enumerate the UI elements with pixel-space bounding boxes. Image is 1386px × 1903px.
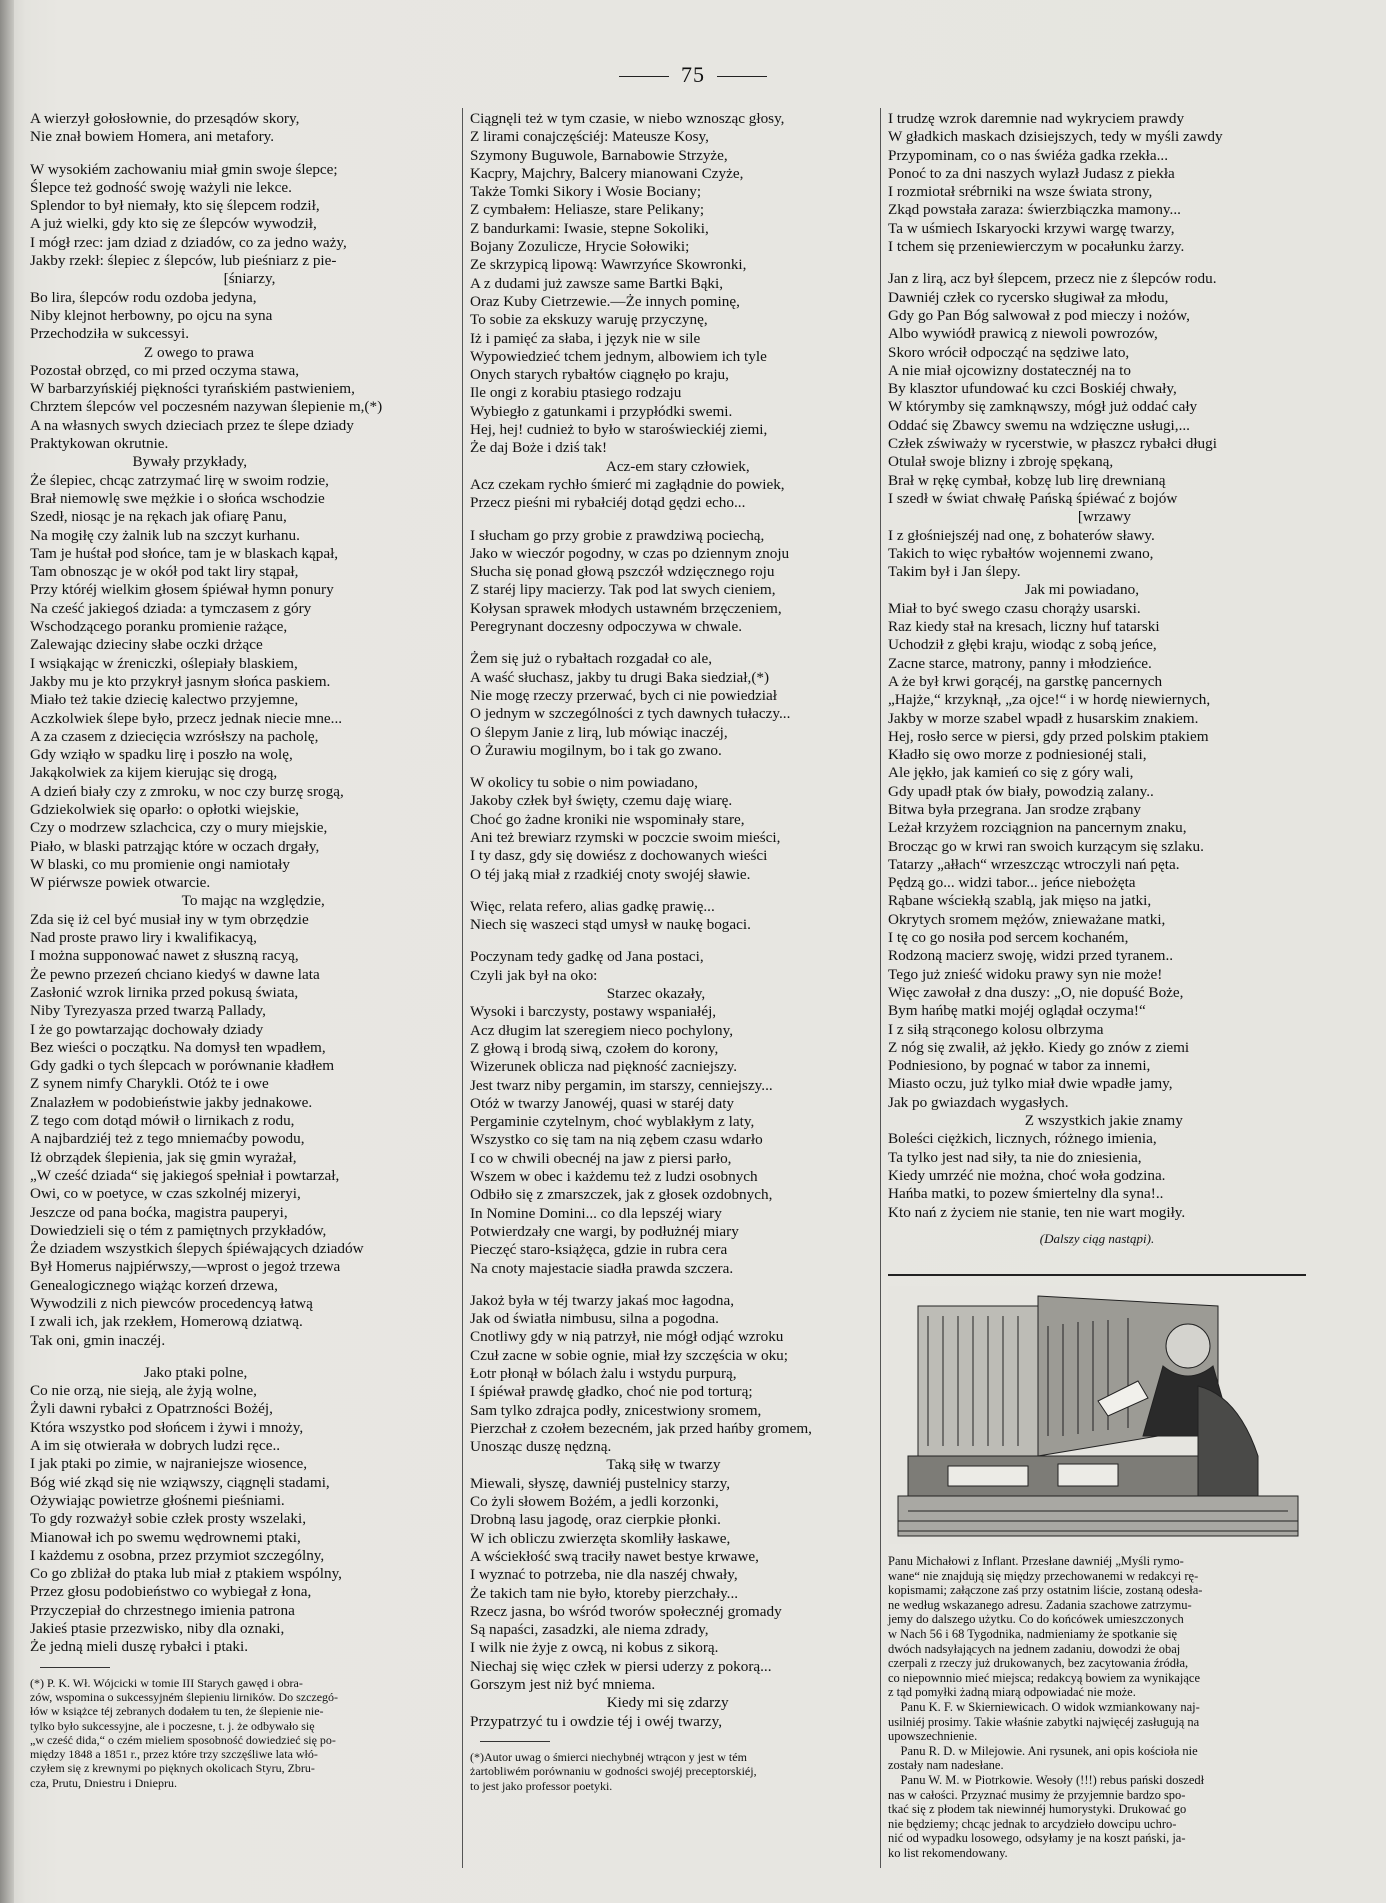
verse-line: Z wszystkich jakie znamy xyxy=(888,1112,1183,1130)
verse-line: Kto nań z życiem nie stanie, ten nie wart mogiły. xyxy=(888,1203,1186,1221)
verse-line: Wszystko co się tam na nią zębem czasu wdarło xyxy=(470,1131,763,1149)
verse-line: Że pewno przezeń chciano kiedyś w dawne lata xyxy=(30,965,320,983)
notice-line: upowszechnienie. xyxy=(888,1729,978,1744)
verse-line: Skoro wrócił odpocząć na sędziwe lato, xyxy=(888,343,1130,361)
verse-line: Cnotliwy gdy w nią patrzył, nie mógł odjąć wzroku xyxy=(470,1328,784,1346)
verse-line: To sobie za ekskuzy waruję przyczynę, xyxy=(470,311,708,329)
verse-line: I słucham go przy grobie z prawdziwą pociechą, xyxy=(470,526,765,544)
verse-line: Starzec okazały, xyxy=(470,985,706,1003)
notice-line: nić od wypadku losowego, odsyłamy je na koszt pański, ja- xyxy=(888,1831,1186,1846)
verse-line: Hańba matki, to pozew śmiertelny dla syna!.. xyxy=(888,1185,1164,1203)
verse-line: Brocząc go w krwi ran swoich kurzącym się szlaku. xyxy=(888,837,1204,855)
verse-line: Jakby mu je kto przykrył jasnym słońca paskiem. xyxy=(30,672,331,690)
verse-line: Rzecz jasna, bo wśród tworów społecznéj gromady xyxy=(470,1602,782,1620)
verse-line: Z tego com dotąd mówił o lirnikach z rodu, xyxy=(30,1112,295,1130)
verse-line: Wybiegło z gatunkami i przypłódki swemi. xyxy=(470,402,733,420)
verse-line: Ta w uśmiech Iskaryocki krzywi wargę twarzy, xyxy=(888,219,1175,237)
verse-line: A nie miał ojcowizny dostatecznéj na to xyxy=(888,361,1131,379)
notice-line: nie będziemy; chcąc jednak to arcydzieło dowcipu uchro- xyxy=(888,1816,1177,1831)
stanza-gap xyxy=(470,934,870,948)
verse-line: Niby Tyrezyasza przed twarzą Pallady, xyxy=(30,1002,266,1020)
verse-line: Bojany Zozulicze, Hrycie Sołowiki; xyxy=(470,238,690,256)
verse-line: Wysoki i barczysty, postawy wspaniałéj, xyxy=(470,1003,717,1021)
verse-line: Na mogiłę czy żalnik lub na szczyt kurhanu. xyxy=(30,526,300,544)
verse-line: Owi, co w poetyce, w czas szkolnéj mizeryi, xyxy=(30,1185,301,1203)
verse-line: Zda się iż cel być musiał iny w tym obrzędzie xyxy=(30,910,309,928)
footnote-line: to jest jako professor poetyki. xyxy=(470,1778,613,1793)
verse-line: Takim był i Jan ślepy. xyxy=(888,563,1021,581)
verse-line: Splendor to był niemały, kto się ślepcem rodził, xyxy=(30,197,320,215)
verse-line: I szedł w świat chwałę Pańską śpiéwać z bojów xyxy=(888,489,1178,507)
footnote-rule-2 xyxy=(480,1741,550,1742)
verse-line: I rozmiotał srébrniki na wsze świata strony, xyxy=(888,183,1153,201)
notice-line: co niepownnio mieć miejsca; redakcyą bowiem za wynikające xyxy=(888,1670,1201,1685)
verse-line: Bywały przykłady, xyxy=(30,453,248,471)
footnote-line: (*) P. K. Wł. Wójcicki w tomie III Starych gawęd i obra- xyxy=(30,1675,303,1690)
verse-line: Pergaminie czytelnym, choć wyblakłym z laty, xyxy=(470,1113,755,1131)
verse-line: Więc zawołał z dna duszy: „O, nie dopuść Boże, xyxy=(888,983,1184,1001)
verse-line: Tatarzy „ałłach“ wrzeszcząc wtroczyli nań pęta. xyxy=(888,855,1180,873)
verse-line: Która wszystko pod słońcem i żywi i mnoży, xyxy=(30,1418,304,1436)
verse-line: Przypatrzyć tu i owdzie téj i owéj twarzy, xyxy=(470,1712,723,1730)
verse-line: Poczynam tedy gadkę od Jana postaci, xyxy=(470,948,704,966)
verse-line: Miewali, słyszę, dawniéj pustelnicy starzy, xyxy=(470,1474,731,1492)
verse-line: Genealogicznego wiążąc korzeń drzewa, xyxy=(30,1276,278,1294)
stanza-gap xyxy=(470,636,870,650)
verse-line: Sam tylko zdrajca podły, znicestwiony sromem, xyxy=(470,1401,762,1419)
header-rule-left xyxy=(619,76,669,77)
verse-line: Jakoby człek był święty, czemu daję wiarę. xyxy=(470,792,733,810)
verse-line: Co go zbliżał do ptaka lub miał z ptakiem wspólny, xyxy=(30,1565,342,1583)
verse-line: Czy o modrzew szlachcica, czy o mury miejskie, xyxy=(30,819,328,837)
verse-line: W okolicy tu sobie o nim powiadano, xyxy=(470,774,698,792)
verse-line: A na własnych swych dzieciach przez te ślepe dziady xyxy=(30,416,354,434)
verse-line: Był Homerus najpiérwszy,—wprost o jegoż trzewa xyxy=(30,1258,341,1276)
verse-line: Bo lira, ślepców rodu ozdoba jedyna, xyxy=(30,288,257,306)
notice-line: czerpali z rzeczy już drukowanych, bez zacytowania źródła, xyxy=(888,1656,1189,1671)
verse-line: To gdy rozważył sobie człek prosty wszelaki, xyxy=(30,1510,307,1528)
verse-line: Słucha się ponad głową pszczół wdzięcznego roju xyxy=(470,563,775,581)
verse-line: Przecz pieśni mi rybałciéj dotąd gędzi echo... xyxy=(470,494,746,512)
verse-line: Z cymbałem: Heliasze, stare Pelikany; xyxy=(470,201,705,219)
verse-line: Bitwa była przegrana. Jan srodze zrąbany xyxy=(888,800,1142,818)
verse-line: Że daj Boże i dziś tak! xyxy=(470,439,608,457)
verse-line: O téj jaką miał z rzadkiéj cnoty swojéj sławie. xyxy=(470,865,751,883)
column-2 xyxy=(470,110,870,1793)
verse-line: Czuł zacne w sobie ognie, miał łzy szczęścia w oku; xyxy=(470,1346,788,1364)
verse-line: Piało, w blaski patrząjąc które w oczach drgały, xyxy=(30,837,320,855)
verse-line: I tchem się przeniewierczym w pocałunku żarzy. xyxy=(888,238,1185,256)
verse-line: Żem się już o rybałtach rozgadał co ale, xyxy=(470,650,713,668)
verse-line: Dawniéj człek co rycersko sługiwał za młodu, xyxy=(888,288,1169,306)
verse-line: By klasztor ufundować ku czci Boskiéj chwały, xyxy=(888,380,1177,398)
verse-line: Mianował ich po swemu wędrownemi ptaki, xyxy=(30,1528,301,1546)
footnote-line: „w cześć dida,“ o czém mieliem sposobność dowiedzieć się po- xyxy=(30,1732,336,1747)
verse-line: Ponoć to za dni naszych wylazł Judasz z piekła xyxy=(888,164,1175,182)
verse-line: Ale jękło, jak kamień co się z góry wali, xyxy=(888,764,1134,782)
verse-line: [śniarzy, xyxy=(30,270,276,288)
footnote-line: (*)Autor uwag o śmierci niechybnéj wtrącon y jest w tém xyxy=(470,1749,747,1764)
verse-line: Z lirami conajczęściéj: Mateusze Kosy, xyxy=(470,128,709,146)
verse-line: Takich to więc rybałtów wojennemi zwano, xyxy=(888,544,1154,562)
verse-line: I z siłą strąconego kolosu olbrzyma xyxy=(888,1020,1104,1038)
verse-line: Przechodziła w sukcessyi. xyxy=(30,325,190,343)
verse-line: A waść słuchasz, jakby tu drugi Baka siedział,(*) xyxy=(470,668,770,686)
verse-line: Gdy wziąło w spadku lirę i poszło na wolę, xyxy=(30,746,293,764)
verse-line: Acz czekam rychło śmierć mi zagłądnie do powiek, xyxy=(470,475,785,493)
verse-line: Gdziekolwiek się oparło: o opłotki wiejskie, xyxy=(30,800,300,818)
verse-line: A wierzył gołosłownie, do przesądów skory, xyxy=(30,110,300,127)
footnote-rule-1 xyxy=(40,1667,110,1668)
verse-line: Jan z lirą, acz był ślepcem, przecz nie z ślepców rodu. xyxy=(888,270,1217,288)
verse-line: A dzień biały czy z zmroku, w noc czy burzę srogą, xyxy=(30,782,344,800)
verse-line: Pędzą go... widzi tabor... jeńce niebożęta xyxy=(888,874,1136,892)
verse-line: I każdemu z osobna, przez przymiot szczególny, xyxy=(30,1546,325,1564)
verse-line: Miasto oczu, już tylko miał dwie wpadłe jamy, xyxy=(888,1075,1173,1093)
footnote-line: łów w książce téj zebranych dodałem tu ten, że ślepienie nie- xyxy=(30,1704,324,1719)
verse-line: Choć go żadne kroniki nie wspominały stare, xyxy=(470,810,745,828)
notice-line: ko list rekomendowany. xyxy=(888,1845,1008,1860)
verse-line: To mając na względzie, xyxy=(30,892,325,910)
verse-line: Żyli dawni rybałci z Opatrzności Bożéj, xyxy=(30,1400,273,1418)
verse-line: Że takich tam nie było, ktoreby pierzchały... xyxy=(470,1584,739,1602)
notice-line: jemy do dalszego użytku. Co do końcówek umieszczonych xyxy=(888,1612,1184,1627)
verse-line: I tę co go nosiła pod sercem kochaném, xyxy=(888,929,1129,947)
footnote-line: żartobliwém porównaniu w godności swojéj preceptorskiéj, xyxy=(470,1764,757,1779)
verse-line: Boleści ciężkich, licznych, różnego imienia, xyxy=(888,1130,1157,1148)
verse-line: I że go powtarzając dochowały dziady xyxy=(30,1020,264,1038)
verse-line: Otóż w twarzy Janowéj, quasi w staréj daty xyxy=(470,1094,735,1112)
editorial-notices xyxy=(888,1554,1306,1860)
verse-line: Zacne starce, matrony, panny i młodzieńce. xyxy=(888,654,1152,672)
verse-line: Ta tylko jest nad siły, ta nie do zniesienia, xyxy=(888,1148,1142,1166)
verse-line: I mógł rzec: jam dziad z dziadów, co za jedno waży, xyxy=(30,233,347,251)
verse-line: A z dudami już zawsze same Bartki Bąki, xyxy=(470,274,724,292)
notice-line: kopismami; załączone zaś przy ostatnim liście, zostaną odesła- xyxy=(888,1583,1203,1598)
stanza-gap xyxy=(470,1278,870,1292)
verse-line: Rodzoną macierz swoję, widzi przed tyranem.. xyxy=(888,947,1174,965)
verse-line: Zkąd powstała zaraza: świerzbiączka mamony... xyxy=(888,201,1181,219)
verse-line: I ty dasz, gdy się dowiész z dochowanych wieści xyxy=(470,847,768,865)
scan-edge xyxy=(0,0,14,1903)
verse-line: Aczkolwiek ślepe było, przecz jednak niecie mne... xyxy=(30,709,343,727)
verse-line: Drobną lasu jagodę, oraz cierpkie płonki. xyxy=(470,1511,721,1529)
verse-line: W barbarzyńskiéj piękności tyrańskiém pastwieniem, xyxy=(30,380,355,398)
verse-line: Jakby w morze szabel wpadł z husarskim znakiem. xyxy=(888,709,1199,727)
verse-line: Bym hańbę matki mojéj oglądał oczyma!“ xyxy=(888,1002,1146,1020)
verse-line: Przypominam, co o nas świéża gadka rzekła... xyxy=(888,146,1169,164)
verse-line: Kiedy mi się zdarzy xyxy=(470,1694,729,1712)
verse-line: I zwali ich, jak rzekłem, Homerową dziatwą. xyxy=(30,1313,303,1331)
section-rule xyxy=(888,1274,1306,1276)
verse-line: Że dziadem wszystkich ślepych śpiéwających dziadów xyxy=(30,1240,364,1258)
verse-line: Ile ongi z korabiu ptasiego rodzaju xyxy=(470,384,682,402)
verse-line: Oddać się Zbawcy swemu na wdzięczne usługi,... xyxy=(888,416,1190,434)
verse-line: Człek zświważy w rycerstwie, w płaszcz rybałci długi xyxy=(888,435,1217,453)
verse-line: Pieczęć staro-książęca, gdzie in rubra cera xyxy=(470,1241,728,1259)
header-rule-right xyxy=(717,76,767,77)
verse-line: W wysokiém zachowaniu miał gmin swoje ślepce; xyxy=(30,160,338,178)
verse-line: Tam obnosząc je w okół pod takt liry stąpał, xyxy=(30,563,299,581)
verse-line: Niech się waszeci stąd umysł w naukę bogaci. xyxy=(470,916,751,934)
verse-line: Raz kiedy stał na kresach, liczny huf tatarski xyxy=(888,618,1160,636)
notice-line: tkać się z płodem tak niewinnéj humorystyki. Drukować go xyxy=(888,1802,1187,1817)
verse-line: Niechaj się więc człek w piersi uderzy z pokorą... xyxy=(470,1657,772,1675)
verse-line: Uchodził z głębi kraju, wiodąc z sobą jeńce, xyxy=(888,636,1157,654)
verse-line: Wschodzącego poranku promienie rażące, xyxy=(30,618,288,636)
verse-line: Dowiedzieli się o tém z pamiętnych przykładów, xyxy=(30,1221,327,1239)
verse-line: Albo wywiódł prawicą z niewoli powrozów, xyxy=(888,325,1158,343)
verse-line: Ani też brewiarz rzymski w poczcie swoim mieści, xyxy=(470,828,781,846)
verse-line: „W cześć dziada“ się jakiegoś spełniał i powtarzał, xyxy=(30,1166,340,1184)
verse-line: Ze skrzypicą lipową: Wawrzyńce Skowronki, xyxy=(470,256,747,274)
page-number-header xyxy=(0,62,1386,88)
verse-line: Brał niemowlę swe mężkie i o słońca wschodzie xyxy=(30,489,325,507)
verse-line: Szymony Buguwole, Barnabowie Strzyże, xyxy=(470,146,728,164)
column-1-text xyxy=(30,110,460,1657)
verse-line: Ślepce też godność swoję ważyli nie lekce. xyxy=(30,178,292,196)
notice-line: dwóch nadsyłających na jednem zadaniu, dowodzi że obaj xyxy=(888,1641,1181,1656)
verse-line: Zalewając dzieciny słabe oczki drżące xyxy=(30,636,263,654)
verse-line: I wsiąkając w źreniczki, oślepiały blaskiem, xyxy=(30,654,298,672)
verse-line: Wypowiedzieć tchem jednym, albowiem ich tyle xyxy=(470,347,767,365)
verse-line: Oraz Kuby Cietrzewie.—Że innych pominę, xyxy=(470,292,740,310)
stanza-gap xyxy=(888,256,1306,270)
verse-line: Wywodzili z nich piewców procedencyą łatwą xyxy=(30,1295,313,1312)
verse-line: Jakby rzekł: ślepiec z ślepców, lub pieśniarz z pie- xyxy=(30,252,337,270)
verse-line: Peregrynant doczesny odpoczywa w chwale. xyxy=(470,618,743,636)
verse-line: W gładkich maskach dzisiejszych, tedy w myśli zawdy xyxy=(888,128,1223,146)
verse-line: Jako ptaki polne, xyxy=(30,1363,248,1381)
verse-line: O ślepym Janie z lirą, lub mówiąc inaczéj, xyxy=(470,723,728,741)
verse-line: O Żurawiu mogilnym, bo i tak go zwano. xyxy=(470,741,722,759)
verse-line: Niby klejnot herbowny, po ojcu na syna xyxy=(30,306,273,324)
verse-line: Chrztem ślepców vel poczesném nazywan ślepienie m,(*) xyxy=(30,398,383,416)
stanza-gap xyxy=(470,760,870,774)
verse-line: Unosząc duszę nędzną. xyxy=(470,1438,612,1456)
verse-line: Tam je huśtał pod słońce, tam je w blaskach kąpał, xyxy=(30,544,339,562)
verse-line: Kładło się owo morze z podniesionéj stali, xyxy=(888,746,1147,764)
verse-line: I można supponować nawet z słuszną racyą, xyxy=(30,947,299,965)
notice-line: ne według wskazanego adresu. Zadania szachowe zatrzymu- xyxy=(888,1597,1192,1612)
verse-line: Nie mogę rzeczy przerwać, bych ci nie powiedział xyxy=(470,686,777,704)
notice-line: usilniéj prosimy. Takie właśnie zabytki najwięcéj zasługują na xyxy=(888,1714,1200,1729)
verse-line: W blaski, co mu promienie ongi namiotały xyxy=(30,855,290,873)
verse-line: I wilk nie żyje z owcą, ni kobus z sikorą. xyxy=(470,1639,719,1657)
verse-line: I jak ptaki po zimie, w najraniejsze wiosence, xyxy=(30,1455,308,1473)
notice-line: Panu W. M. w Piotrkowie. Wesoły (!!!) rebus pański doszedł xyxy=(888,1773,1205,1788)
verse-line: Nad proste prawo liry i kwalifikacyą, xyxy=(30,929,257,947)
verse-line: Jakoż była w téj twarzy jakaś moc łagodna, xyxy=(470,1291,735,1309)
verse-line: Kacpry, Majchry, Balcery mianowani Czyże, xyxy=(470,164,744,182)
verse-line: Iż i pamięć za słaba, i język nie w sile xyxy=(470,329,701,347)
verse-line: Pozostał obrzęd, co mi przed oczyma stawa, xyxy=(30,361,300,379)
stanza-gap xyxy=(470,884,870,898)
verse-line: Onych starych rybałtów ciągnęło po kraju, xyxy=(470,366,729,384)
verse-line: Ciągnęli też w tym czasie, w niebo wznosząc głosy, xyxy=(470,110,785,127)
verse-line: Podniesiono, by pognać w tabor za innemi, xyxy=(888,1057,1151,1075)
verse-line: Leżał krzyżem rozciągnion na pancernym znaku, xyxy=(888,819,1187,837)
page-number: 75 xyxy=(681,62,705,87)
verse-line: I z głośniejszéj nad onę, z bohaterów sławy. xyxy=(888,526,1155,544)
verse-line: Brał w rękę cymbał, kobzę lub lirę drewnianą xyxy=(888,471,1166,489)
verse-line: Na cnoty majestacie siadła prawda szczera. xyxy=(470,1259,734,1277)
verse-line: Kołysan sprawek młodych ustawném brzęczeniem, xyxy=(470,599,782,617)
stanza-gap xyxy=(30,147,460,161)
column-divider-1 xyxy=(462,108,463,1868)
verse-line: Jak mi powiadano, xyxy=(888,581,1139,599)
verse-line: Bez wieści o początku. Na domysł ten wpadłem, xyxy=(30,1038,326,1056)
verse-line: [wrzawy xyxy=(888,508,1131,526)
verse-line: I trudzę wzrok daremnie nad wykryciem prawdy xyxy=(888,110,1185,127)
verse-line: Hej, rosło serce w piersi, gdy przed polskim ptakiem xyxy=(888,727,1209,745)
verse-line: Praktykowan okrutnie. xyxy=(30,435,169,453)
verse-line: Zasłonić wzrok lirnika przed pokusą świata, xyxy=(30,983,299,1001)
verse-line: Gdy upadł ptak ów biały, powodzią zalany.. xyxy=(888,782,1154,800)
verse-line: Potwierdzały cne wargi, by podłużnéj miary xyxy=(470,1222,739,1240)
verse-line: Łotr płonął w bólach żalu i wstydu purpurą, xyxy=(470,1365,737,1382)
verse-line: Acz długim lat szeregiem nieco pochylony, xyxy=(470,1021,734,1039)
verse-line: Miało też takie dziecię kalectwo przyjemne, xyxy=(30,691,299,709)
verse-line: Także Tomki Sikory i Wosie Bociany; xyxy=(470,183,702,201)
notice-line: w Nach 56 i 68 Tygodnika, nadmieniamy że spotkanie się xyxy=(888,1627,1178,1642)
verse-line: Przyczepiał do chrzestnego imienia patrona xyxy=(30,1601,295,1619)
verse-line: I śpiéwał prawdę gładko, choć nie pod torturą; xyxy=(470,1383,753,1401)
notice-line: nas w całości. Przyznać musimy że przyjemnie bardzo spo- xyxy=(888,1787,1186,1802)
column-1 xyxy=(30,110,460,1790)
verse-line: Że ślepiec, chcąc zatrzymać lirę w swoim rodzie, xyxy=(30,471,329,489)
verse-line: A wściekłość swą traciły nawet bestye krwawe, xyxy=(470,1547,759,1565)
column-2-text xyxy=(470,110,870,1731)
verse-line: Z owego to prawa xyxy=(30,343,254,361)
verse-line: A już wielki, gdy kto się ze ślepców wywodził, xyxy=(30,215,317,233)
verse-line: Z nóg się zwalił, aż jękło. Kiedy go znów z ziemi xyxy=(888,1038,1190,1056)
verse-line: Pierzchał z czołem bezecném, jak przed hańby gromem, xyxy=(470,1419,812,1437)
stanza-gap xyxy=(470,513,870,527)
footnote-line: tylko było sukcessyjne, ale i poczesne, t. j. że odbywało się xyxy=(30,1718,315,1733)
notice-line: wane“ nie znajdują się między przechowanemi w redakcyi rę- xyxy=(888,1568,1199,1583)
verse-line: Otulał swoje blizny i zbroję spękaną, xyxy=(888,453,1114,471)
verse-line: W piérwsze powiek otwarcie. xyxy=(30,874,211,892)
footnote-line: zów, wspomina o sukcessyjném ślepieniu lirników. Do szczegó- xyxy=(30,1689,339,1704)
column-divider-2 xyxy=(880,108,881,1868)
verse-line: Bóg wié zkąd się nie wziąwszy, ciągnęli stadami, xyxy=(30,1473,330,1491)
engraving-reader-at-desk xyxy=(888,1286,1306,1544)
verse-line: Rąbane wściekłą szablą, jak mięso na jatki, xyxy=(888,892,1152,910)
verse-line: Czyli jak był na oko: xyxy=(470,966,598,984)
verse-line: W ich obliczu zwierzęta skomliły łaskawe, xyxy=(470,1529,731,1547)
verse-line: A że był krwi gorącéj, na garstkę pancernych xyxy=(888,672,1163,690)
verse-line: A im się otwierała w dobrych ludzi ręce.. xyxy=(30,1437,281,1455)
verse-line: Taką siłę w twarzy xyxy=(470,1456,721,1474)
verse-line: Gdy gadki o tych ślepcach w porównanie kładłem xyxy=(30,1057,335,1075)
verse-line: Z bandurkami: Iwasie, stepne Sokoliki, xyxy=(470,219,709,237)
verse-line: Na cześć jakiegoś dziada: a tymczasem z góry xyxy=(30,599,312,617)
verse-line: Nie znał bowiem Homera, ani metafory. xyxy=(30,128,275,146)
column-1-footnote xyxy=(30,1676,460,1790)
footnote-line: cza, Prutu, Dniestru i Dniepru. xyxy=(30,1775,177,1790)
notice-line: zostały nam nadesłane. xyxy=(888,1758,1004,1773)
verse-line: I wyznać to potrzeba, nie dla naszéj chwały, xyxy=(470,1566,738,1584)
verse-line: Są napaści, zasadzki, ale niema zdrady, xyxy=(470,1621,709,1639)
verse-line: Jak od światła nimbusu, silna a pogodna. xyxy=(470,1310,719,1328)
verse-line: Ożywiając powietrze głośnemi pieśniami. xyxy=(30,1491,285,1509)
verse-line: Hej, hej! cudnież to było w staroświeckiéj ziemi, xyxy=(470,421,768,439)
verse-line: Jak po gwiazdach wygasłych. xyxy=(888,1093,1069,1111)
verse-line: Tak oni, gmin inaczéj. xyxy=(30,1331,166,1349)
verse-line: A za czasem z dziecięcia wzrósłszy na pacholę, xyxy=(30,727,319,745)
verse-line: Kiedy umrzéć nie można, choć woła godzina. xyxy=(888,1166,1166,1184)
verse-line: Jakąkolwiek za kijem kierując się drogą, xyxy=(30,764,278,782)
continued-note: (Dalszy ciąg nastąpi). xyxy=(1039,1230,1155,1246)
verse-line: Z synem nimfy Charykli. Otóż te i owe xyxy=(30,1075,269,1093)
verse-line: Z staréj lipy macierzy. Tak pod lat swych cieniem, xyxy=(470,581,776,599)
verse-line: O jednym w szczególności z tych dawnych tułaczy... xyxy=(470,705,791,723)
verse-line: Jakieś ptasie przezwisko, niby dla oznaki, xyxy=(30,1620,285,1638)
verse-line: Że jedną mieli duszę rybałci i ptaki. xyxy=(30,1638,249,1656)
verse-line: Więc, relata refero, alias gadkę prawię... xyxy=(470,897,715,915)
column-2-footnote xyxy=(470,1750,870,1793)
verse-line: In Nomine Domini... co dla lepszéj wiary xyxy=(470,1204,722,1222)
stanza-gap xyxy=(30,1350,460,1364)
verse-line: Wizerunek oblicza nad piękność zacniejszy. xyxy=(470,1058,738,1076)
verse-line: Przez głosu podobieństwo co wybiegał z łona, xyxy=(30,1583,312,1601)
verse-line: Wszem w obec i każdemu też z ludzi osobnych xyxy=(470,1168,758,1186)
verse-line: W którymby się zamknąwszy, mógł już oddać cały xyxy=(888,398,1198,416)
verse-line: Szedł, niosąc je na rękach jak ofiarę Panu, xyxy=(30,508,287,526)
verse-line: I co w chwili obecnéj na jaw z piersi parło, xyxy=(470,1149,732,1167)
verse-line: Co żyli słowem Bożém, a jedli korzonki, xyxy=(470,1493,719,1511)
column-3-text xyxy=(888,110,1306,1222)
verse-line: Odbiło się z zmarszczek, jak z głosek ozdobnych, xyxy=(470,1186,773,1204)
verse-line: Iż obrządek ślepienia, jak się gmin wyrażał, xyxy=(30,1148,297,1166)
notice-line: Panu K. F. w Skierniewicach. O widok wzmiankowany naj- xyxy=(888,1700,1200,1715)
verse-line: Gorszym jest niż być mniema. xyxy=(470,1676,656,1694)
notice-line: Panu R. D. w Milejowie. Ani rysunek, ani opis kościoła nie xyxy=(888,1743,1198,1758)
verse-line: Znalazłem w podobieństwie jakby jednakowe. xyxy=(30,1093,313,1111)
footnote-line: między 1848 a 1851 r., przez które trzy szczęśliwe lata włó- xyxy=(30,1747,318,1762)
footnote-line: czyłem się z krewnymi po pięknych okolicach Styru, Zbru- xyxy=(30,1761,315,1776)
verse-line: Okrytych sromem mężów, znieważane matki, xyxy=(888,910,1166,928)
notice-line: Panu Michałowi z Inflant. Przesłane dawniéj „Myśli rymo- xyxy=(888,1554,1184,1569)
verse-line: Tego już znieść widoku prawy syn nie możе! xyxy=(888,965,1163,983)
verse-line: „Hajże,“ krzyknął, „za ojce!“ i w hordę niewiernych, xyxy=(888,691,1211,709)
verse-line: Jest twarz niby pergamin, im starszy, cenniejszy... xyxy=(470,1076,773,1094)
column-3 xyxy=(888,110,1306,1861)
verse-line: Miał to być swego czasu chorąży usarski. xyxy=(888,599,1141,617)
verse-line: A najbardziéj też z tego mniemaćby powodu, xyxy=(30,1130,305,1148)
notice-line: z tąd pomyłki żadną miarą odpowiadać nie może. xyxy=(888,1685,1136,1700)
verse-line: Jako w wieczór pogodny, w czas po dziennym znoju xyxy=(470,544,790,562)
verse-line: Co nie orzą, nie sieją, ale żyją wolne, xyxy=(30,1382,257,1400)
verse-line: Jeszcze od pana boćka, magistra pauperyi, xyxy=(30,1203,288,1221)
verse-line: Przy któréj wielkim głosem śpiéwał hymn ponury xyxy=(30,581,334,599)
verse-line: Gdy go Pan Bóg salwował z pod mieczy i nożów, xyxy=(888,306,1190,324)
verse-line: Acz-em stary człowiek, xyxy=(470,457,750,475)
verse-line: Z głową i brodą siwą, czołem do korony, xyxy=(470,1039,719,1057)
